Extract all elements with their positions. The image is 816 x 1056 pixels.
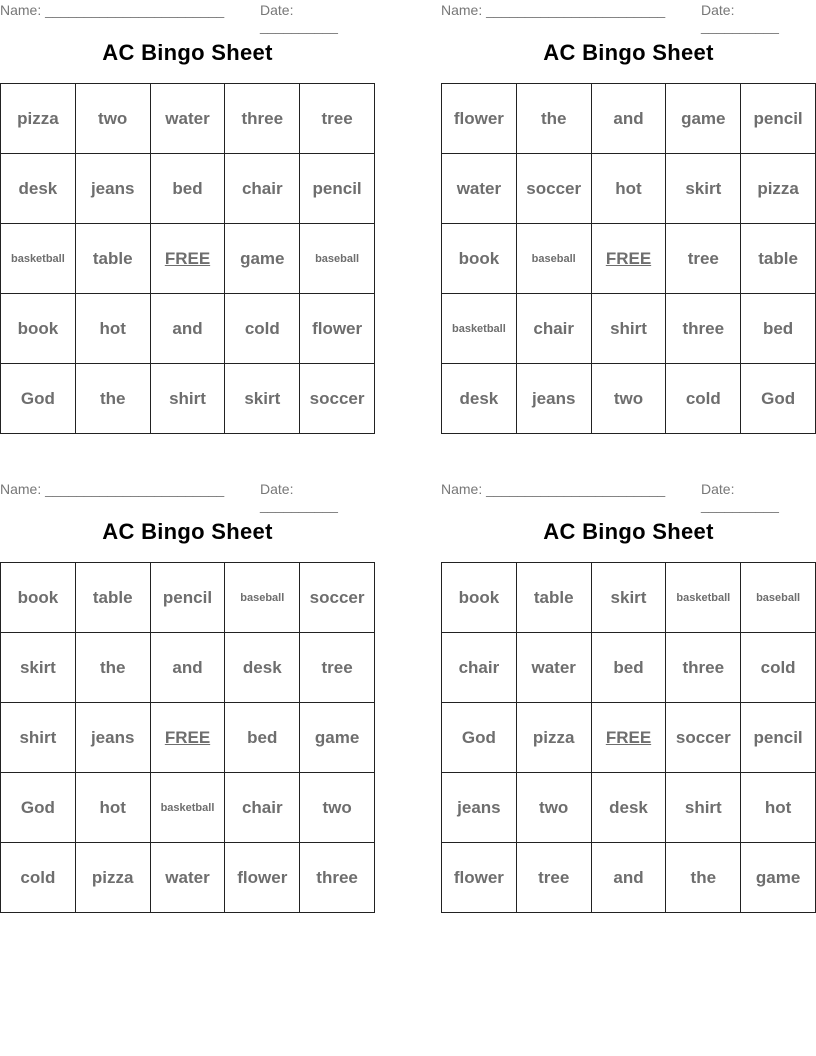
date-field-label: Date: __________: [701, 481, 779, 513]
bingo-row: [442, 84, 816, 154]
sheet-header: [0, 0, 375, 34]
bingo-cell: FREE: [591, 703, 666, 773]
bingo-cell: basketball: [442, 294, 517, 364]
bingo-cell: game: [666, 84, 741, 154]
bingo-row: [442, 294, 816, 364]
name-field-label: Name: _______________________: [0, 2, 225, 18]
bingo-cell: hot: [75, 773, 150, 843]
bingo-cell: God: [1, 364, 76, 434]
bingo-row: [1, 154, 375, 224]
bingo-grid: [0, 83, 375, 434]
bingo-cell: chair: [442, 633, 517, 703]
bingo-cell: shirt: [1, 703, 76, 773]
bingo-cell: water: [442, 154, 517, 224]
bingo-cell: basketball: [1, 224, 76, 294]
bingo-cell: chair: [225, 773, 300, 843]
bingo-cell: the: [75, 364, 150, 434]
bingo-cell: flower: [442, 84, 517, 154]
bingo-row: [1, 84, 375, 154]
bingo-cell: flower: [225, 843, 300, 913]
bingo-cell: desk: [1, 154, 76, 224]
bingo-cell: tree: [300, 633, 375, 703]
bingo-cell: and: [150, 633, 225, 703]
bingo-cell: water: [150, 84, 225, 154]
sheet-header: [441, 479, 816, 513]
bingo-cell: soccer: [666, 703, 741, 773]
bingo-cell: God: [1, 773, 76, 843]
bingo-cell: God: [741, 364, 816, 434]
bingo-cell: shirt: [150, 364, 225, 434]
bingo-cell: baseball: [516, 224, 591, 294]
bingo-cell: skirt: [591, 563, 666, 633]
bingo-cell: cold: [225, 294, 300, 364]
name-field-label: Name: _______________________: [441, 481, 666, 497]
bingo-cell: book: [1, 563, 76, 633]
bingo-cell: chair: [516, 294, 591, 364]
bingo-cell: tree: [666, 224, 741, 294]
bingo-cell: bed: [591, 633, 666, 703]
bingo-cell: hot: [741, 773, 816, 843]
bingo-cell: flower: [300, 294, 375, 364]
sheet-title: AC Bingo Sheet: [102, 519, 273, 544]
bingo-cell: bed: [741, 294, 816, 364]
date-field-label: Date: __________: [260, 2, 338, 34]
bingo-cell: baseball: [741, 563, 816, 633]
bingo-row: [442, 633, 816, 703]
bingo-cell: skirt: [1, 633, 76, 703]
bingo-cell: bed: [225, 703, 300, 773]
bingo-cell: water: [516, 633, 591, 703]
bingo-cell: book: [1, 294, 76, 364]
bingo-cell: baseball: [300, 224, 375, 294]
bingo-row: [442, 364, 816, 434]
bingo-row: [1, 703, 375, 773]
bingo-grid: [441, 562, 816, 913]
bingo-cell: tree: [516, 843, 591, 913]
bingo-row: [1, 364, 375, 434]
bingo-cell: shirt: [591, 294, 666, 364]
bingo-cell: cold: [666, 364, 741, 434]
bingo-cell: water: [150, 843, 225, 913]
bingo-row: [442, 773, 816, 843]
bingo-cell: two: [75, 84, 150, 154]
bingo-cell: pizza: [516, 703, 591, 773]
sheet-title: AC Bingo Sheet: [102, 40, 273, 65]
bingo-cell: hot: [591, 154, 666, 224]
bingo-cell: and: [591, 843, 666, 913]
bingo-cell: chair: [225, 154, 300, 224]
bingo-row: [1, 294, 375, 364]
bingo-cell: skirt: [666, 154, 741, 224]
bingo-cell: soccer: [516, 154, 591, 224]
bingo-cell: pencil: [741, 84, 816, 154]
bingo-cell: basketball: [150, 773, 225, 843]
bingo-cell: two: [591, 364, 666, 434]
bingo-cell: and: [150, 294, 225, 364]
name-field-label: Name: _______________________: [0, 481, 225, 497]
date-field-label: Date: __________: [701, 2, 779, 34]
bingo-row: [1, 773, 375, 843]
bingo-row: [442, 703, 816, 773]
bingo-cell: desk: [442, 364, 517, 434]
bingo-row: [442, 843, 816, 913]
bingo-row: [442, 154, 816, 224]
bingo-cell: hot: [75, 294, 150, 364]
bingo-cell: tree: [300, 84, 375, 154]
bingo-cell: soccer: [300, 364, 375, 434]
bingo-cell: table: [75, 224, 150, 294]
bingo-cell: desk: [225, 633, 300, 703]
bingo-cell: flower: [442, 843, 517, 913]
bingo-cell: cold: [741, 633, 816, 703]
bingo-cell: table: [741, 224, 816, 294]
bingo-row: [1, 633, 375, 703]
bingo-cell: table: [75, 563, 150, 633]
bingo-cell: and: [591, 84, 666, 154]
bingo-cell: the: [75, 633, 150, 703]
bingo-cell: pizza: [1, 84, 76, 154]
bingo-cell: pizza: [741, 154, 816, 224]
sheet-header: [0, 479, 375, 513]
bingo-grid: [441, 83, 816, 434]
bingo-cell: basketball: [666, 563, 741, 633]
bingo-cell: bed: [150, 154, 225, 224]
bingo-cell: FREE: [150, 703, 225, 773]
bingo-cell: two: [516, 773, 591, 843]
bingo-cell: game: [225, 224, 300, 294]
bingo-cell: FREE: [591, 224, 666, 294]
bingo-row: [442, 563, 816, 633]
bingo-sheet: [441, 0, 816, 408]
bingo-cell: table: [516, 563, 591, 633]
bingo-cell: three: [666, 294, 741, 364]
bingo-sheet: [0, 479, 375, 887]
bingo-cell: the: [666, 843, 741, 913]
bingo-row: [1, 563, 375, 633]
sheet-title: AC Bingo Sheet: [543, 519, 714, 544]
bingo-cell: cold: [1, 843, 76, 913]
bingo-cell: skirt: [225, 364, 300, 434]
sheet-title: AC Bingo Sheet: [543, 40, 714, 65]
bingo-cell: jeans: [442, 773, 517, 843]
bingo-cell: two: [300, 773, 375, 843]
bingo-cell: pencil: [150, 563, 225, 633]
bingo-cell: jeans: [75, 154, 150, 224]
bingo-cell: book: [442, 563, 517, 633]
bingo-cell: soccer: [300, 563, 375, 633]
bingo-cell: jeans: [516, 364, 591, 434]
bingo-cell: three: [666, 633, 741, 703]
sheet-header: [441, 0, 816, 34]
bingo-sheet: [441, 479, 816, 887]
bingo-cell: book: [442, 224, 517, 294]
bingo-cell: pizza: [75, 843, 150, 913]
bingo-cell: pencil: [300, 154, 375, 224]
bingo-cell: desk: [591, 773, 666, 843]
bingo-sheet: [0, 0, 375, 408]
bingo-row: [442, 224, 816, 294]
bingo-cell: game: [741, 843, 816, 913]
bingo-cell: jeans: [75, 703, 150, 773]
bingo-cell: the: [516, 84, 591, 154]
bingo-cell: pencil: [741, 703, 816, 773]
date-field-label: Date: __________: [260, 481, 338, 513]
bingo-grid: [0, 562, 375, 913]
bingo-cell: shirt: [666, 773, 741, 843]
bingo-cell: God: [442, 703, 517, 773]
bingo-cell: three: [225, 84, 300, 154]
bingo-cell: baseball: [225, 563, 300, 633]
bingo-row: [1, 843, 375, 913]
name-field-label: Name: _______________________: [441, 2, 666, 18]
bingo-cell: game: [300, 703, 375, 773]
bingo-cell: FREE: [150, 224, 225, 294]
bingo-cell: three: [300, 843, 375, 913]
bingo-row: [1, 224, 375, 294]
